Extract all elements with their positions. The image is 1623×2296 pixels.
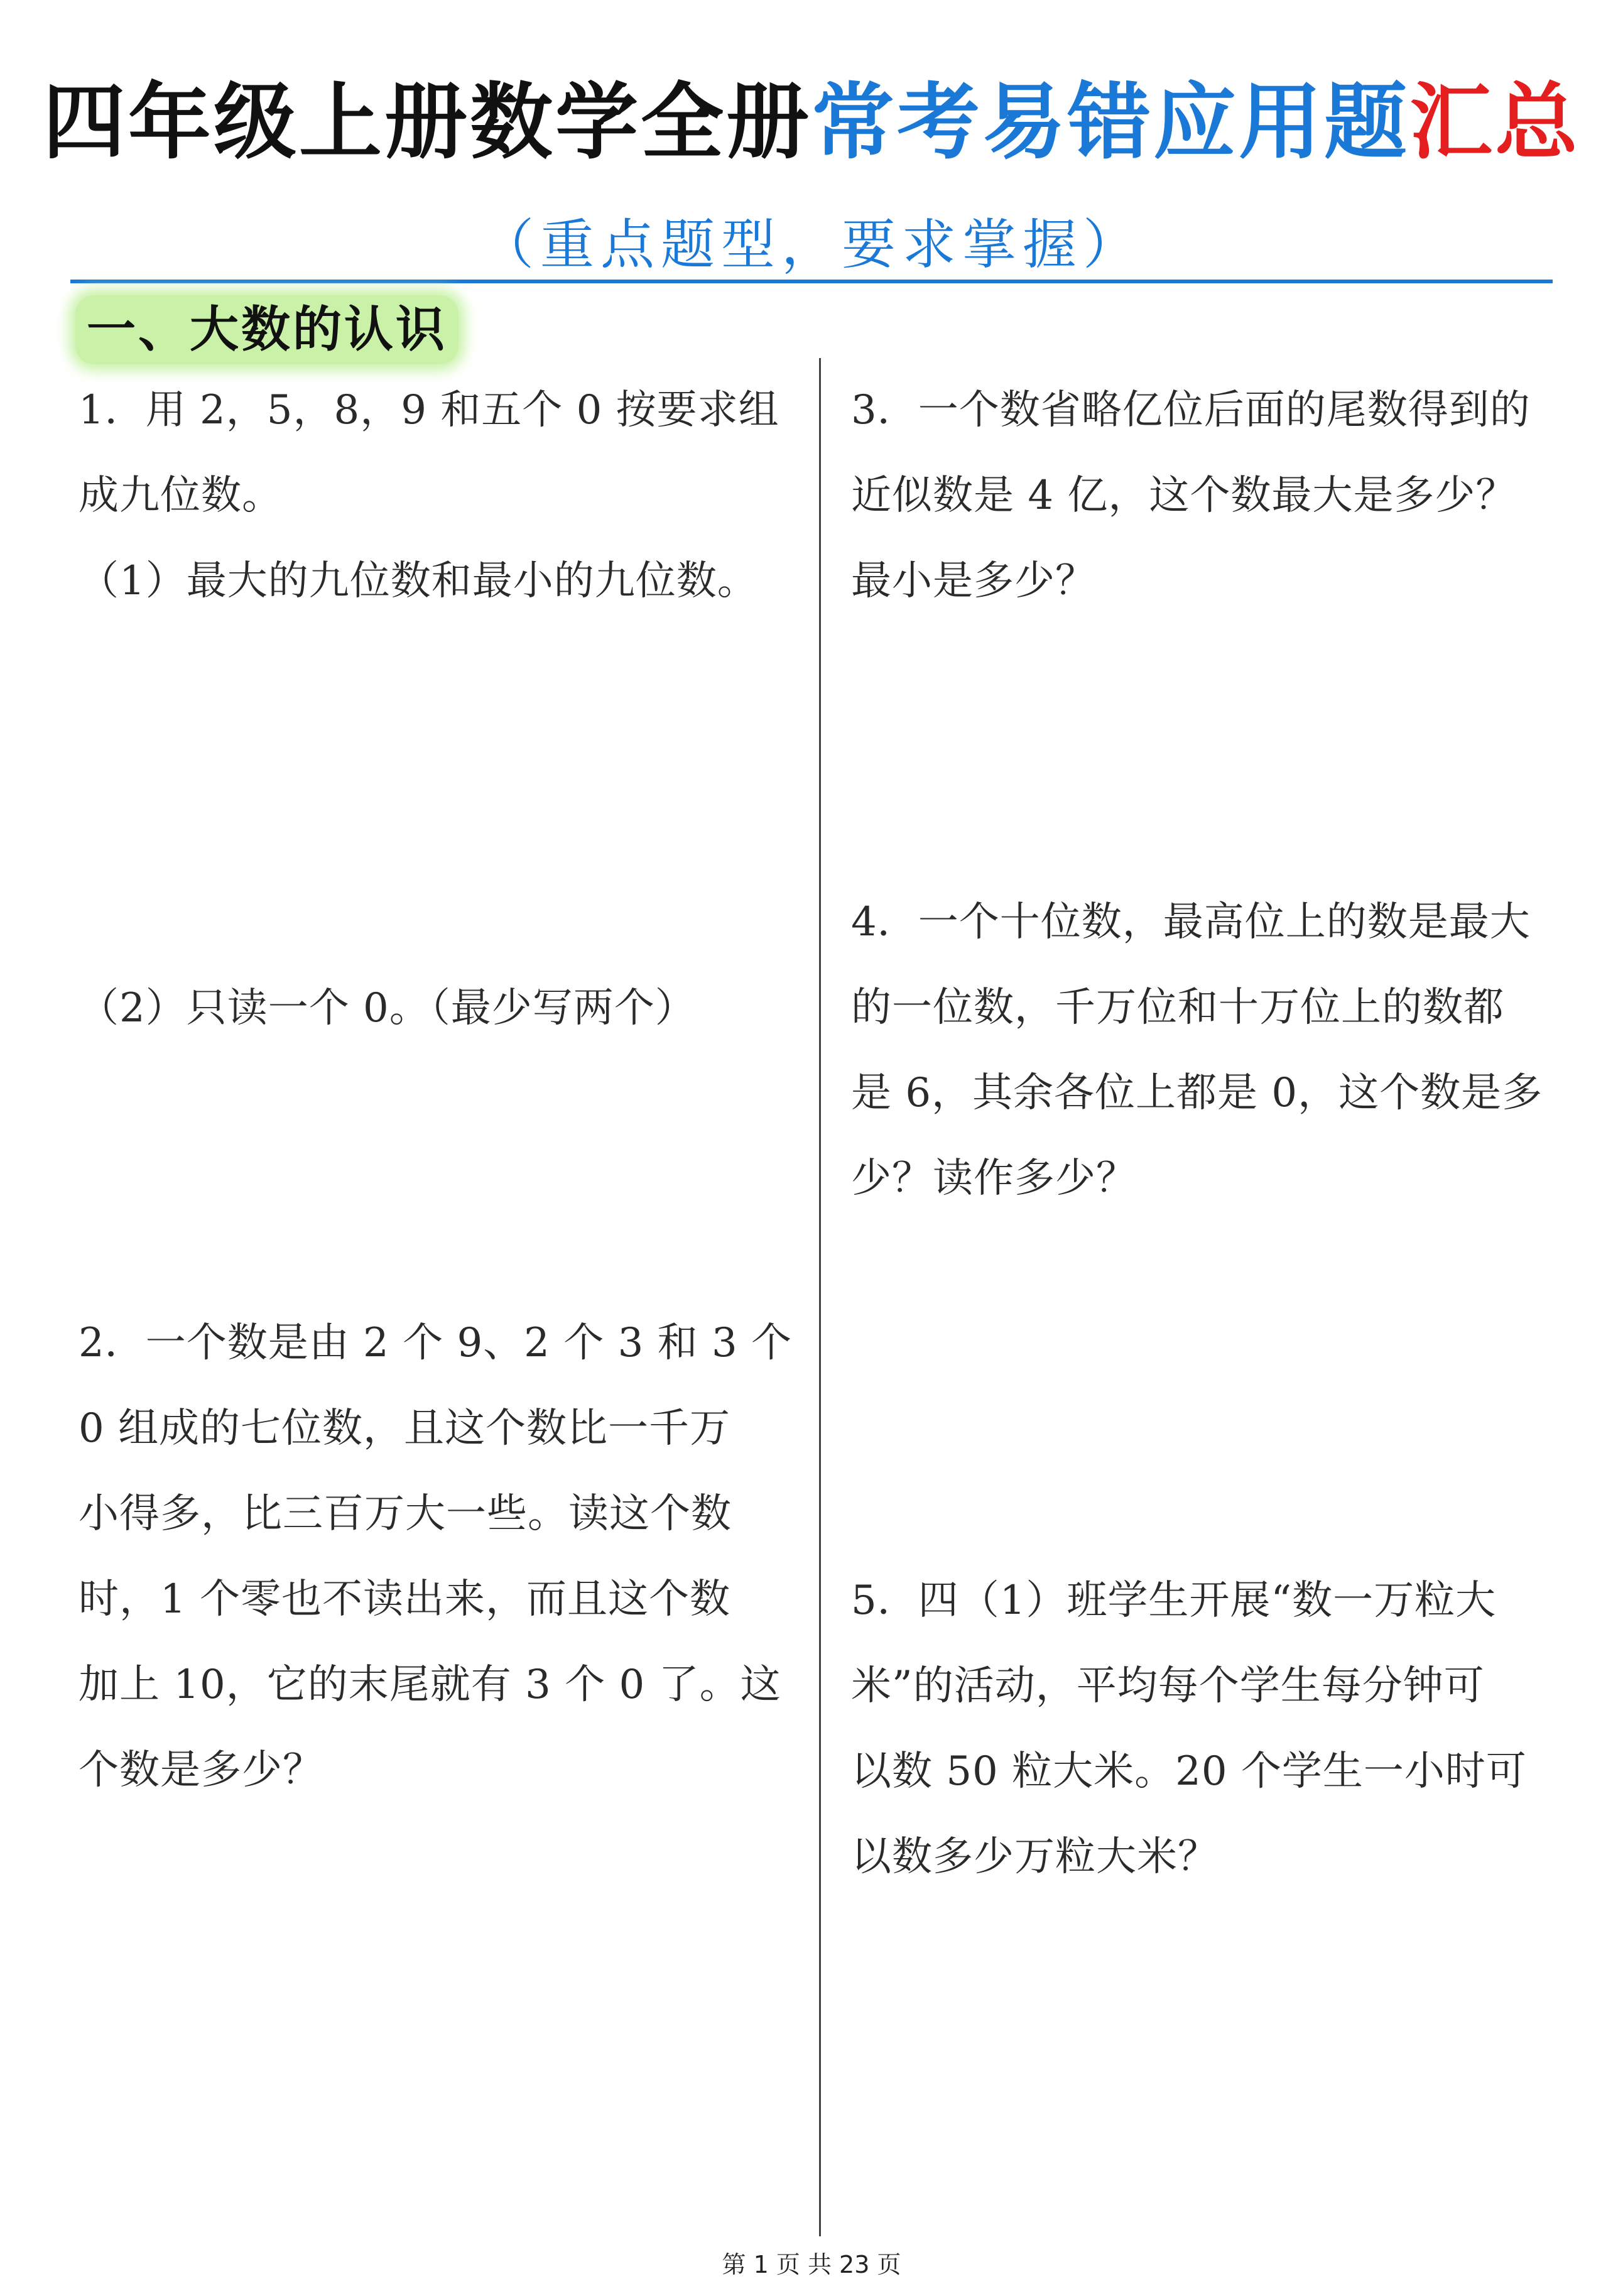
question-4-line-3: 是 6，其余各位上都是 0，这个数是多 bbox=[851, 1070, 1543, 1116]
question-5-line-4: 以数多少万粒大米？ bbox=[851, 1834, 1219, 1880]
question-3-line-2: 近似数是 4 亿，这个数最大是多少？ bbox=[851, 472, 1517, 519]
column-divider bbox=[819, 358, 821, 2236]
question-3-line-3: 最小是多少？ bbox=[851, 558, 1096, 604]
page-title-part-3: 汇总 bbox=[1409, 74, 1580, 171]
section-heading: 一、大数的认识 bbox=[75, 295, 459, 364]
question-4-line-4: 少？读作多少？ bbox=[851, 1155, 1137, 1202]
question-2-line-2: 0 组成的七位数，且这个数比一千万 bbox=[79, 1405, 731, 1452]
page-subtitle: （重点题型，要求掌握） bbox=[480, 214, 1143, 276]
question-5-line-3: 以数 50 粒大米。20 个学生一小时可 bbox=[851, 1748, 1527, 1795]
question-1-line-2: 成九位数。 bbox=[79, 472, 283, 519]
question-4-line-1: 4．一个十位数，最高位上的数是最大 bbox=[851, 899, 1531, 945]
question-4 bbox=[851, 879, 1543, 1221]
title-divider-rule bbox=[70, 280, 1553, 283]
question-2-line-4: 时，1 个零也不读出来，而且这个数 bbox=[79, 1576, 731, 1623]
page-title-part-1: 四年级上册数学全册 bbox=[43, 74, 812, 171]
question-2-line-6: 个数是多少？ bbox=[79, 1747, 323, 1793]
question-1-sub-1: （1）最大的九位数和最小的九位数。 bbox=[79, 558, 758, 604]
question-2-line-5: 加上 10，它的末尾就有 3 个 0 了。这 bbox=[79, 1662, 781, 1708]
page-footer: 第 1 页 共 23 页 bbox=[722, 2251, 901, 2278]
question-2-line-3: 小得多，比三百万大一些。读这个数 bbox=[79, 1491, 732, 1537]
question-5-line-1: 5．四（1）班学生开展“数一万粒大 bbox=[851, 1577, 1497, 1624]
question-2 bbox=[79, 1300, 792, 1813]
page-title-part-2: 常考易错应用题 bbox=[812, 74, 1409, 171]
page-title bbox=[0, 69, 1623, 176]
question-1-line-1: 1．用 2，5，8，9 和五个 0 按要求组 bbox=[79, 387, 779, 433]
question-5 bbox=[851, 1558, 1527, 1900]
question-1-part-2 bbox=[79, 966, 696, 1051]
question-1-sub-2: （2）只读一个 0。（最少写两个） bbox=[79, 985, 696, 1031]
question-1 bbox=[79, 367, 779, 624]
question-5-line-2: 米”的活动，平均每个学生每分钟可 bbox=[851, 1663, 1485, 1709]
question-2-line-1: 2．一个数是由 2 个 9、2 个 3 和 3 个 bbox=[79, 1320, 793, 1366]
question-4-line-2: 的一位数，千万位和十万位上的数都 bbox=[851, 984, 1504, 1031]
question-3 bbox=[851, 367, 1531, 624]
question-3-line-1: 3．一个数省略亿位后面的尾数得到的 bbox=[851, 387, 1531, 433]
